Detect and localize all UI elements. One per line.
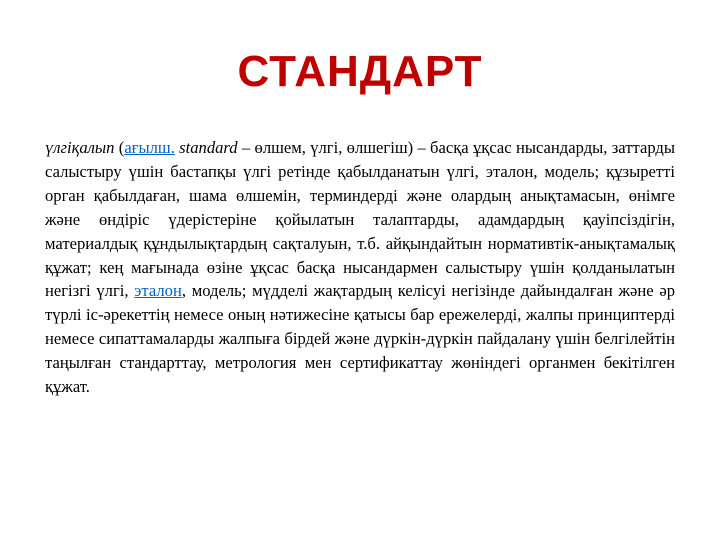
english-term: standard [179, 138, 238, 157]
slide-title: СТАНДАРТ [237, 47, 483, 96]
open-paren: ( [114, 138, 125, 157]
definition-text-part1: – өлшем, үлгі, өлшегіш) – басқа ұқсас нысандарды, заттарды салыстыру үшін бастапқы үлгі ретінде қабылданатын үлгі, эталон, модель; құзыретті орган қабылдаған, шама өлшемін, терминдерді және олардың анықтамасын, өнімге және өндіріс үдерістеріне қойылатын талаптарды, адамдардың қауіпсіздігін, материалдық құндылықтардың сақталуын, т.б. айқындайтын нормативтік-анықтамалық құжат; кең мағынада өзіне ұқсас басқа нысандармен салыстыру үшін қолданылатын негізгі үлгі, [45, 138, 675, 301]
definition-text-part2: , модель; мүдделі жақтардың келісуі негізінде дайындалған және әр түрлі іс-әрекеттің немесе оның нәтижесіне қатысы бар ережелерді, жалпы принциптерді немесе сипаттамаларды жалпыға бірдей және дүркін-дүркін пайдалану үшін белгілейтін таңылған стандарттау, метрология мен сертификаттау жөніндегі органмен бекітілген құжат. [45, 281, 675, 397]
etalon-link[interactable]: эталон [134, 281, 182, 301]
language-link[interactable]: ағылш. [124, 138, 175, 157]
definition-paragraph [45, 136, 675, 399]
term-word: үлгіқалып [45, 138, 115, 157]
